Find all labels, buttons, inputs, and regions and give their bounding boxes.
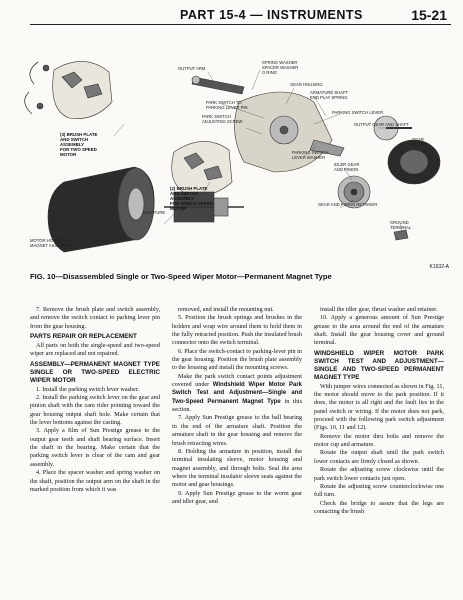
label-idler-gear-2: AND PINION xyxy=(334,167,359,172)
paragraph: 6. Place the switch-contact to parking-lever pin in the gear housing. Position the brush plate assembly to the housing and install the mounting screws. xyxy=(172,347,302,372)
paragraph-text: in this section. xyxy=(172,397,302,414)
column-3 xyxy=(314,306,444,516)
label-single-speed-1: (2) BRUSH PLATE xyxy=(170,186,208,191)
output-arm xyxy=(192,76,244,94)
paragraph: With jumper wires connected as shown in Fig. 11, the motor should move to the park position. If it does, the motor is all right and the fault lies in the panel switch or wiring. If the motor does not park, proceed with the following park switch adjustment (Figs. 10, 11 and 12). xyxy=(314,382,444,432)
gear-housing xyxy=(235,92,344,172)
label-single-speed-3: ASSEMBLY xyxy=(170,196,194,201)
paragraph: 5. Position the brush springs and brushes in the holders and wrap wire around them to hold them in the fully retracted position. Push the insulated brush connector onto the switch terminal. xyxy=(172,314,302,347)
section-heading: WINDSHIELD WIPER MOTOR PARK SWITCH TEST AND ADJUSTMENT—SINGLE AND TWO-SPEED PERMANENT MAGNET TYPE xyxy=(314,349,444,381)
paragraph: Rotate the adjusting screw counterclockwise one full turn. xyxy=(314,482,444,499)
paragraph: 8. Holding the armature in position, install the terminal insulating sleeve, motor housing and magnet assembly, and through bolts. Seal the area where the terminal insulator sleeve seats against the motor and gear housings. xyxy=(172,447,302,489)
label-single-speed-2: AND SWITCH xyxy=(170,191,199,196)
paragraph: 7. Apply Sun Prestige grease to the ball bearing in the end of the armature shaft. Position the armature shaft in the gear housing and remove the brush retracting wires. xyxy=(172,414,302,447)
label-park-switch-adj-2: ADJUSTING SCREW xyxy=(202,119,243,124)
label-spring-washer: SPRING WASHER xyxy=(262,60,298,65)
label-output-gear-shaft: OUTPUT GEAR AND SHAFT xyxy=(354,122,409,127)
exploded-motor-diagram xyxy=(14,32,452,264)
label-parking-switch-lever: PARKING SWITCH LEVER xyxy=(332,110,384,115)
paragraph: install the idler gear, thrust washer and retainer. xyxy=(320,306,438,313)
label-ground-2: TERMINAL xyxy=(390,225,412,230)
label-idler-gear-1: IDLER GEAR xyxy=(334,162,360,167)
label-gear-housing: GEAR HOUSING xyxy=(290,82,323,87)
figure-code: K1632-A xyxy=(429,264,449,270)
label-motor-housing-1: MOTOR HOUSING AND xyxy=(30,238,76,243)
column-1 xyxy=(30,306,160,494)
label-gear: GEAR xyxy=(412,137,424,142)
label-armature: ARMATURE xyxy=(142,210,166,215)
label-gear-pinion-retainer: GEAR AND PINION RETAINER xyxy=(318,202,378,207)
label-parking-switch-2: LEVER WASHER xyxy=(292,155,326,160)
header-title: PART 15-4 — INSTRUMENTS xyxy=(180,8,363,22)
label-park-switch-adj-1: PARK SWITCH xyxy=(202,114,231,119)
label-ground-1: GROUND xyxy=(390,220,409,225)
cross-reference: Windshield Wiper Motor Park Switch Test and Adjustment—Single and Two-Speed Permanent Magnet Type xyxy=(172,382,302,405)
label-two-speed-5: MOTOR xyxy=(60,152,77,157)
paragraph: 7. Remove the brush plate and switch assembly, and remove the switch contact to parking lever pin from the gear housing. xyxy=(30,306,160,330)
page-header xyxy=(30,6,451,28)
label-cover: COVER xyxy=(412,142,427,147)
label-single-speed-5: MOTOR xyxy=(170,206,187,211)
label-park-switch-to: PARK SWITCH TO xyxy=(206,100,242,105)
paragraph: 3. Apply a film of Sun Prestige grease to the output gear teeth and shaft bearing surface. Insert the shaft in the bearing. Make certain that the parking switch lever is clear of the cam and gear assembly. xyxy=(30,427,160,468)
label-two-speed-3: ASSEMBLY xyxy=(60,142,84,147)
paragraph xyxy=(172,373,302,415)
paragraph: Rotate the output shaft until the park switch lower contacts are firmly closed as shown. xyxy=(314,449,444,465)
figure-caption: FIG. 10—Disassembled Single or Two-Speed Wiper Motor—Permanent Magnet Type xyxy=(30,272,332,281)
label-spacer-washer: SPACER WASHER xyxy=(262,65,299,70)
label-parking-lever-pin: PARKING LEVER PIN xyxy=(206,105,248,110)
label-end-play-spring: END PLAY SPRING xyxy=(310,95,348,100)
label-single-speed-4: FOR SINGLE SPEED xyxy=(170,201,213,206)
paragraph-text: Make the park switch contact points adjustment covered under xyxy=(172,372,302,389)
section-heading: ASSEMBLY—PERMANENT MAGNET TYPE SINGLE OR TWO-SPEED ELECTRIC WIPER MOTOR xyxy=(30,360,160,384)
paragraph: 9. Apply Sun Prestige grease to the worm gear and idler gear, and xyxy=(172,489,302,505)
label-output-arm: OUTPUT ARM xyxy=(178,66,206,71)
label-two-speed-2: AND SWITCH xyxy=(60,137,89,142)
column-2 xyxy=(172,306,302,506)
page-number: 15-21 xyxy=(411,7,447,23)
paragraph: 2. Install the parking switch lever on the gear and pinion shaft with the cam rider pointing toward the gear housing output shaft hole. Make certain that the lever bottoms against the casting. xyxy=(30,394,160,427)
label-two-speed-4: FOR TWO SPEED xyxy=(60,147,97,152)
ground-terminal xyxy=(394,230,408,240)
section-heading: PARTS REPAIR OR REPLACEMENT xyxy=(30,333,137,341)
label-parking-switch-1: PARKING SWITCH xyxy=(292,150,329,155)
paragraph: All parts on both the single-speed and two-speed wiper are replaced and not repaired. xyxy=(30,342,160,358)
paragraph: Check the bridge to assure that the legs are contacting the brush xyxy=(314,499,444,515)
paragraph: 4. Place the spacer washer and spring washer on the shaft, position the output arm on the shaft in the marked position from which it was xyxy=(30,469,160,493)
label-armature-shaft: ARMATURE SHAFT xyxy=(310,90,349,95)
paragraph: removed, and install the mounting nut. xyxy=(178,306,274,313)
label-two-speed-1: (3) BRUSH PLATE xyxy=(60,132,98,137)
label-o-ring: O RING xyxy=(262,70,277,75)
body-columns xyxy=(30,306,444,596)
paragraph: 1. Install the parking switch lever washer. xyxy=(36,385,140,393)
paragraph: Remove the motor thru bolts and remove the motor cup and armature. xyxy=(314,432,444,449)
brush-plate-two-speed xyxy=(25,61,112,118)
paragraph: Rotate the adjusting screw clockwise until the park switch lower contacts just open. xyxy=(314,466,444,482)
paragraph: 10. Apply a generous amount of Sun Prestige grease to the area around the end of the armature shaft. Install the gear housing cover and ground terminal. xyxy=(314,314,444,347)
header-rule xyxy=(30,24,451,25)
label-motor-housing-2: MAGNET ASSEMBLY xyxy=(30,243,72,248)
